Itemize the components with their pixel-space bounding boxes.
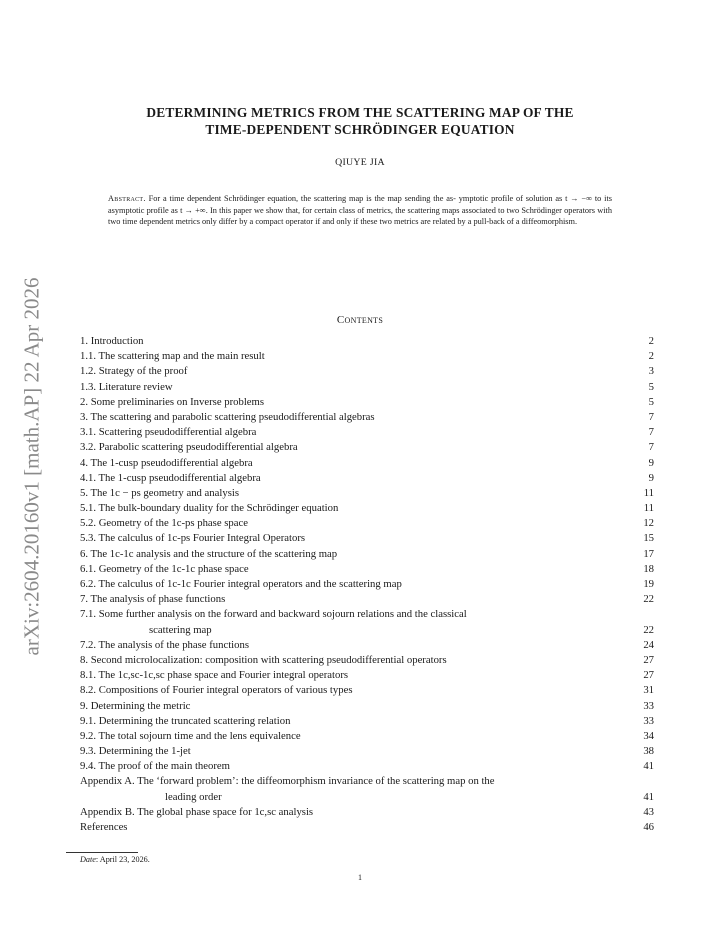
toc-entry[interactable] — [80, 395, 654, 410]
toc-entry-page: 19 — [643, 578, 654, 590]
toc-entry-title: 5.3. The calculus of 1c-ps Fourier Integral Operators — [80, 532, 306, 545]
toc-entry-page: 2 — [648, 350, 654, 363]
toc-entry-title: 7. The analysis of phase functions — [80, 593, 226, 606]
toc-entry-page: 15 — [643, 532, 654, 545]
abstract-line-5: pull-back of a diffeomorphism. — [473, 217, 578, 227]
toc-entry-page: 34 — [643, 729, 654, 742]
toc-entry-title: 5.2. Geometry of the 1c-ps phase space — [80, 517, 248, 530]
toc-entry-page: 11 — [643, 486, 654, 499]
toc-entry-page: 11 — [643, 502, 654, 515]
footnote-rule — [66, 852, 138, 853]
toc-entry-page: 7 — [648, 410, 654, 423]
arxiv-stamp — [18, 246, 46, 686]
toc-entry[interactable] — [80, 714, 654, 729]
footnote-label: Date — [80, 855, 96, 864]
abstract-line-3: that, for certain class of metrics, the scattering maps associated to two Schrödinger operators with two — [108, 205, 612, 227]
toc-entry-title: scattering map — [149, 623, 212, 636]
toc-entry-title: 8.1. The 1c,sc-1c,sc phase space and Fourier integral operators — [80, 669, 349, 682]
toc-entry[interactable] — [80, 759, 654, 774]
title-line-2: TIME-DEPENDENT SCHRÖDINGER EQUATION — [205, 122, 515, 137]
abstract-line-1: For a time dependent Schrödinger equation, the scattering map is the map sending the as- — [148, 194, 456, 203]
toc-entry[interactable] — [80, 805, 654, 820]
toc-entry-title: 9.3. Determining the 1-jet — [80, 745, 191, 758]
toc-entry-page: 27 — [643, 669, 654, 682]
toc-entry[interactable] — [80, 623, 654, 638]
toc-entry-page: 22 — [643, 593, 654, 606]
toc-entry-title: 8. Second microlocalization: composition with scattering pseudodifferential operators — [80, 653, 447, 666]
toc-entry[interactable] — [80, 440, 654, 455]
toc-entry[interactable] — [80, 547, 654, 562]
toc-entry[interactable] — [80, 516, 654, 531]
toc-entry[interactable] — [80, 774, 654, 789]
toc-entry[interactable] — [80, 456, 654, 471]
abstract — [108, 193, 612, 228]
toc-entry-title: 6.2. The calculus of 1c-1c Fourier integral operators and the scattering map — [80, 578, 402, 590]
toc-entry[interactable] — [80, 410, 654, 425]
toc-entry-page: 17 — [643, 547, 654, 560]
toc-entry-title: 2. Some preliminaries on Inverse problems — [80, 395, 265, 408]
toc-entry-page: 7 — [648, 426, 654, 439]
toc-entry-page: 31 — [643, 684, 654, 697]
toc-entry[interactable] — [80, 471, 654, 486]
toc-entry-title: 8.2. Compositions of Fourier integral operators of various types — [80, 684, 353, 697]
toc-entry[interactable] — [80, 349, 654, 364]
toc-entry-page: 24 — [643, 638, 654, 651]
toc-entry[interactable] — [80, 531, 654, 546]
toc-entry[interactable] — [80, 729, 654, 744]
toc-entry-page: 46 — [643, 821, 654, 833]
toc-entry-page: 3 — [648, 365, 654, 378]
toc-entry[interactable] — [80, 790, 654, 805]
toc-entry[interactable] — [80, 562, 654, 577]
toc-entry-page: 7 — [648, 441, 654, 454]
toc-entry-title: 3. The scattering and parabolic scattering pseudodifferential algebras — [80, 410, 375, 423]
toc-entry-title: 6. The 1c-1c analysis and the structure of the scattering map — [80, 547, 338, 560]
author: QIUYE JIA — [335, 157, 385, 168]
toc-entry-title: 3.1. Scattering pseudodifferential algebra — [80, 426, 257, 439]
toc-entry[interactable] — [80, 699, 654, 714]
toc-entry-title: 1.1. The scattering map and the main result — [80, 350, 265, 363]
toc-entry-title: 7.1. Some further analysis on the forward and backward sojourn relations and the classical — [80, 608, 467, 621]
toc-entry[interactable] — [80, 638, 654, 653]
abstract-line-2: ymptotic profile of solution as t → −∞ to its asymptotic profile as t → +∞. In this paper we show — [108, 194, 612, 215]
toc-entry-page: 38 — [643, 745, 654, 758]
toc-entry[interactable] — [80, 501, 654, 516]
toc-entry-title: 6.1. Geometry of the 1c-1c phase space — [80, 562, 249, 575]
toc-entry-title: 9.4. The proof of the main theorem — [80, 760, 230, 773]
toc-entry-page: 22 — [643, 623, 654, 636]
toc-entry-title: Appendix A. The ‘forward problem’: the diffeomorphism invariance of the scattering map on the — [80, 775, 495, 788]
toc-entry[interactable] — [80, 744, 654, 759]
toc-entry[interactable] — [80, 607, 654, 622]
toc-entry-page: 9 — [648, 471, 654, 484]
toc-entry-page: 41 — [643, 790, 654, 803]
abstract-label: Abstract. — [108, 194, 146, 203]
toc-entry-title: 9.2. The total sojourn time and the lens equivalence — [80, 729, 301, 742]
toc-entry-page: 9 — [648, 456, 654, 469]
toc-entry[interactable] — [80, 364, 654, 379]
toc-entry-title: 9.1. Determining the truncated scattering relation — [80, 714, 291, 727]
toc-entry[interactable] — [80, 592, 654, 607]
toc-entry[interactable] — [80, 668, 654, 683]
toc-entry-title: 9. Determining the metric — [80, 699, 191, 712]
toc-entry-page: 18 — [643, 562, 654, 575]
toc-entry[interactable] — [80, 577, 654, 592]
contents-heading: Contents — [336, 314, 384, 326]
toc-entry[interactable] — [80, 653, 654, 668]
toc-entry-title: 4.1. The 1-cusp pseudodifferential algebra — [80, 471, 261, 484]
toc-entry-title: 5. The 1c − ps geometry and analysis — [80, 486, 239, 499]
toc-entry[interactable] — [80, 486, 654, 501]
toc-entry-page: 33 — [643, 714, 654, 727]
page-number: 1 — [358, 873, 362, 882]
toc-entry-page: 33 — [643, 699, 654, 712]
paper-title — [80, 104, 640, 138]
table-of-contents — [80, 334, 654, 835]
toc-entry[interactable] — [80, 683, 654, 698]
toc-entry[interactable] — [80, 820, 654, 835]
toc-entry-page: 41 — [643, 760, 654, 773]
toc-entry[interactable] — [80, 334, 654, 349]
toc-entry-page: 2 — [648, 335, 654, 347]
toc-entry-title: References — [80, 821, 128, 833]
toc-entry[interactable] — [80, 425, 654, 440]
toc-entry-title: Appendix B. The global phase space for 1c,sc analysis — [80, 805, 314, 818]
toc-entry-title: 4. The 1-cusp pseudodifferential algebra — [80, 456, 253, 469]
toc-entry-title: 5.1. The bulk-boundary duality for the Schrödinger equation — [80, 502, 339, 515]
footnote-text: : April 23, 2026. — [95, 855, 150, 864]
toc-entry-page: 43 — [643, 805, 654, 818]
toc-entry-page: 12 — [643, 517, 654, 530]
toc-entry-page: 5 — [648, 380, 654, 393]
arxiv-stamp-text: arXiv:2604.20160v1 [math.AP] 22 Apr 2026 — [19, 277, 44, 655]
toc-entry-title: 1.2. Strategy of the proof — [80, 365, 188, 378]
abstract-line-4: time dependent metrics only differ by a compact operator if and only if these two metrics are related by a — [122, 217, 472, 227]
toc-entry[interactable] — [80, 380, 654, 395]
toc-entry-page: 27 — [643, 653, 654, 666]
toc-entry-title: 1.3. Literature review — [80, 380, 173, 393]
title-line-1: DETERMINING METRICS FROM THE SCATTERING MAP OF THE — [146, 105, 574, 120]
toc-entry-title: 1. Introduction — [80, 335, 144, 347]
footnote — [80, 855, 150, 864]
toc-entry-title: 3.2. Parabolic scattering pseudodifferential algebra — [80, 441, 298, 454]
toc-entry-title: 7.2. The analysis of the phase functions — [80, 638, 249, 651]
toc-entry-page: 5 — [648, 395, 654, 408]
toc-entry-title: leading order — [165, 790, 222, 803]
